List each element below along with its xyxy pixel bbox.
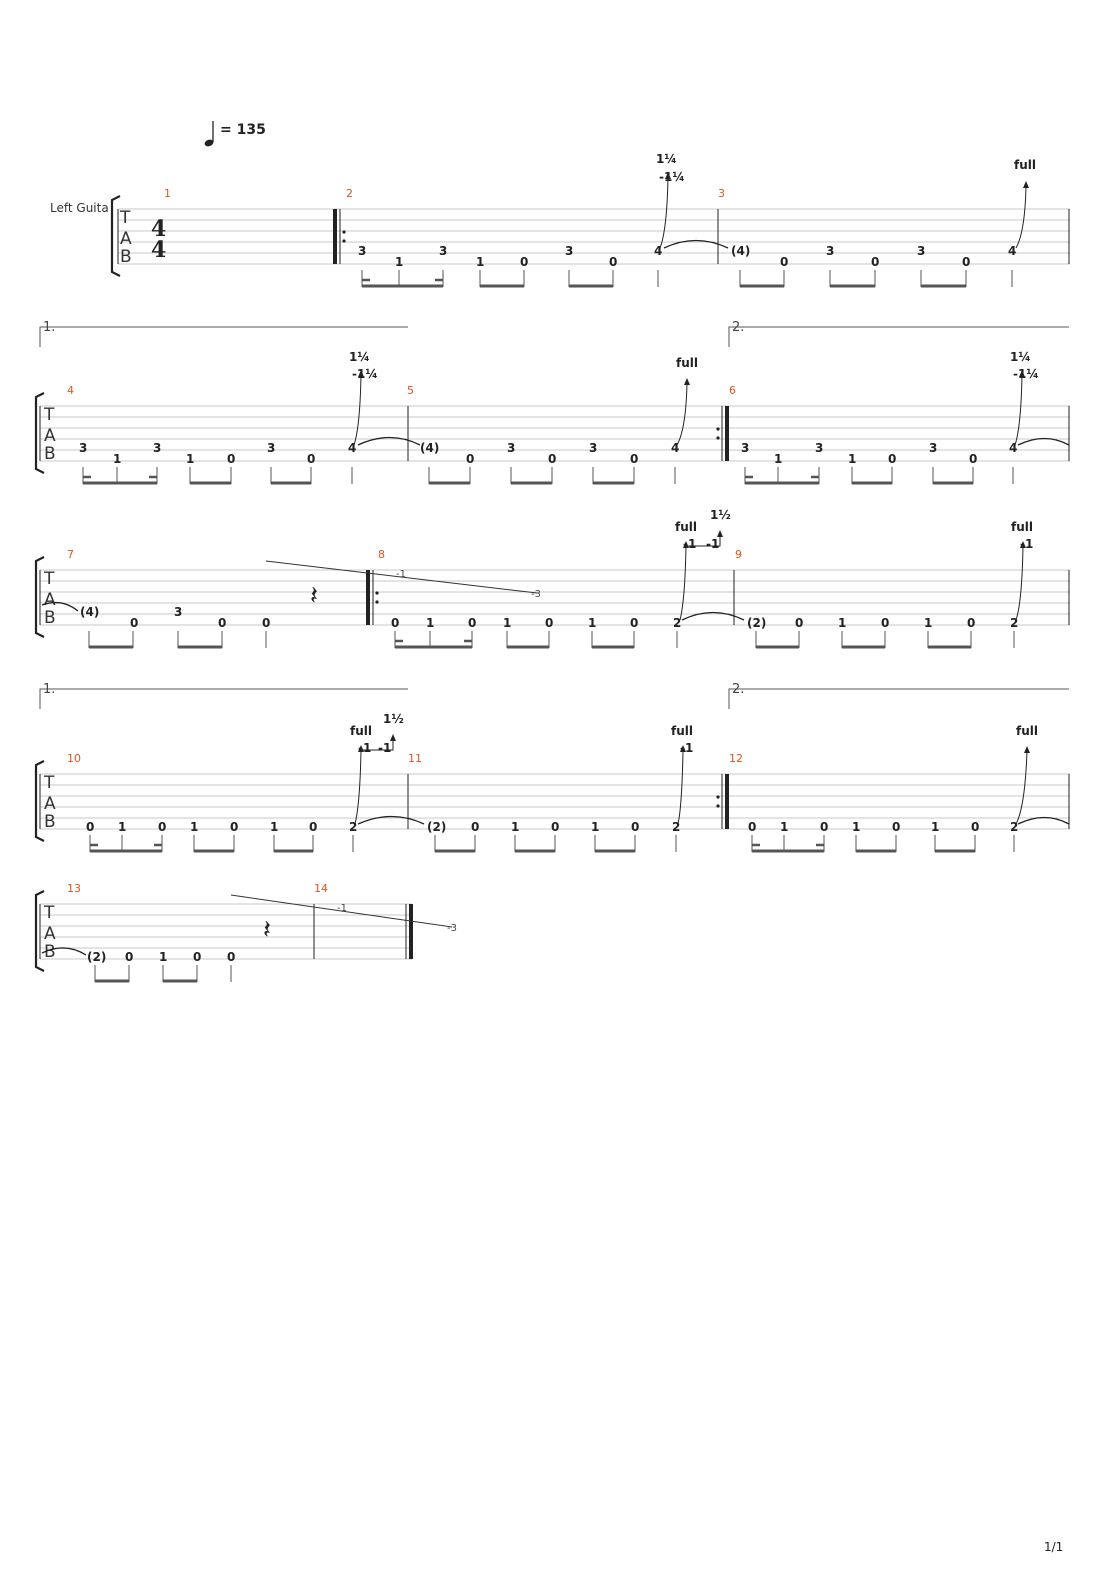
bend-curve-b3 [1016, 186, 1026, 248]
fret-number: (2) [427, 820, 447, 834]
tab-clef-1 [119, 208, 132, 267]
bend-release-label: -1 [1020, 537, 1034, 551]
fret-number: 3 [917, 244, 926, 258]
fret-number: 1 [780, 820, 789, 834]
arrow-up-icon [684, 378, 690, 385]
bend-curve-b11 [678, 750, 683, 824]
fret-number: 0 [962, 255, 971, 269]
tempo-text: = 135 [220, 122, 266, 138]
fret-number: 0 [795, 616, 804, 630]
fret-number: (2) [87, 950, 107, 964]
fret-number: 1 [511, 820, 520, 834]
fret-number: 4 [1009, 441, 1018, 455]
fret-number: 0 [780, 255, 789, 269]
bend-label: full [675, 520, 697, 534]
fret-number: 1 [476, 255, 485, 269]
fret-number: 2 [673, 616, 682, 630]
fret-number: 0 [520, 255, 529, 269]
fret-number: 0 [391, 616, 400, 630]
arrow-up-icon [1023, 181, 1029, 188]
bar-number-9: 9 [735, 548, 742, 561]
fret-number: 3 [507, 441, 516, 455]
bend-label: 1¼ [349, 350, 370, 364]
fret-number: 0 [262, 616, 271, 630]
fret-number: 0 [892, 820, 901, 834]
bar-number-8: 8 [378, 548, 385, 561]
tab-letter-t: T [44, 405, 55, 425]
bend-release-label: -1 [358, 741, 372, 755]
tab-clef-4 [43, 773, 56, 832]
fret-number: 2 [349, 820, 358, 834]
fret-number: 0 [551, 820, 560, 834]
fret-number: 3 [826, 244, 835, 258]
tab-letter-b: B [44, 608, 56, 628]
bar-number-2: 2 [346, 187, 353, 200]
fret-number: 3 [174, 605, 183, 619]
tab-letter-t: T [44, 773, 55, 793]
bar-numbers [67, 187, 743, 895]
bend-release-label: -1¼ [1013, 367, 1039, 381]
fret-number: 0 [820, 820, 829, 834]
fret-number: 1 [591, 820, 600, 834]
fret-number: (2) [747, 616, 767, 630]
time-signature-bottom: 4 [151, 237, 167, 263]
fret-number: 1 [270, 820, 279, 834]
fret-number: 3 [267, 441, 276, 455]
fret-number: 2 [1010, 616, 1019, 630]
volta-brackets [40, 327, 1069, 709]
fret-number: 0 [971, 820, 980, 834]
bend-release-label: -1 [378, 741, 392, 755]
fret-number: 0 [307, 452, 316, 466]
fret-number: 3 [589, 441, 598, 455]
slide-label: -1 [396, 569, 406, 580]
system-1-lines [118, 209, 1070, 264]
bar-number-6: 6 [729, 384, 736, 397]
bend-label: full [1011, 520, 1033, 534]
fret-number: 3 [565, 244, 574, 258]
fret-number: 0 [888, 452, 897, 466]
fret-number: 1 [503, 616, 512, 630]
slide-label: -3 [531, 589, 541, 600]
fret-number: 3 [439, 244, 448, 258]
fret-number: 0 [748, 820, 757, 834]
bar-number-14: 14 [314, 882, 328, 895]
bar-number-3: 3 [718, 187, 725, 200]
fret-number: 0 [631, 820, 640, 834]
bend-label: 1¼ [656, 152, 677, 166]
bar-number-12: 12 [729, 752, 743, 765]
bend-release-label: -1 [683, 537, 697, 551]
fret-number: 1 [186, 452, 195, 466]
fret-number: 1 [774, 452, 783, 466]
fret-number: 1 [426, 616, 435, 630]
tab-clef-3 [43, 569, 56, 628]
slide-label: -1 [337, 903, 347, 914]
bend-curve-b12 [1016, 751, 1027, 824]
bend-release-label: -1 [680, 741, 694, 755]
volta-label-1: 1. [43, 320, 56, 335]
bend-label: 1¼ [1010, 350, 1031, 364]
bend-release-label: -1 [706, 537, 720, 551]
system-3-lines [40, 570, 1070, 625]
tab-letter-t: T [44, 903, 55, 923]
fret-number: 0 [86, 820, 95, 834]
fret-number: 1 [113, 452, 122, 466]
bend-curve-b2 [660, 177, 668, 248]
fret-number: 1 [838, 616, 847, 630]
tab-letter-a: A [120, 229, 132, 249]
fret-number: 3 [815, 441, 824, 455]
fret-number: 2 [672, 820, 681, 834]
fret-number: 0 [871, 255, 880, 269]
bar-number-13: 13 [67, 882, 81, 895]
quarter-note-icon [204, 121, 215, 148]
tab-letter-a: A [44, 924, 56, 944]
quarter-rest-icon: 𝄽 [263, 915, 271, 945]
tab-letter-b: B [44, 444, 56, 464]
fret-number: 0 [193, 950, 202, 964]
bend-label: full [671, 724, 693, 738]
bar-number-5: 5 [407, 384, 414, 397]
fret-number: 0 [545, 616, 554, 630]
fret-number: 1 [848, 452, 857, 466]
fret-number: (4) [80, 605, 100, 619]
bend-arrowheads [358, 172, 1030, 753]
fret-number: 1 [159, 950, 168, 964]
tab-clef-5 [43, 903, 56, 962]
fret-number: 1 [931, 820, 940, 834]
fret-number: 3 [153, 441, 162, 455]
fret-number: 0 [471, 820, 480, 834]
volta-label-4: 2. [732, 682, 745, 697]
tempo-marking [204, 121, 266, 148]
fret-number: 4 [671, 441, 680, 455]
tab-clef-2 [43, 405, 56, 464]
bend-label: full [1016, 724, 1038, 738]
fret-number: 0 [548, 452, 557, 466]
quarter-rest-icon: 𝄽 [310, 581, 318, 611]
fret-number: 0 [130, 616, 139, 630]
rests [263, 581, 318, 945]
fret-number: 0 [468, 616, 477, 630]
fret-number: 3 [79, 441, 88, 455]
fret-number: 4 [348, 441, 357, 455]
bend-curve-b6 [1015, 375, 1022, 445]
fret-number: 3 [358, 244, 367, 258]
fret-number: 0 [969, 452, 978, 466]
volta-label-2: 2. [732, 320, 745, 335]
bend-label: full [1014, 158, 1036, 172]
fret-number: 1 [118, 820, 127, 834]
fret-number: 3 [741, 441, 750, 455]
fret-number: 0 [967, 616, 976, 630]
fret-number: 0 [881, 616, 890, 630]
bend-label: full [350, 724, 372, 738]
fret-number: 0 [466, 452, 475, 466]
bend-label: 1½ [383, 712, 404, 726]
bar-number-10: 10 [67, 752, 81, 765]
fret-numbers [79, 244, 1018, 964]
fret-number: 4 [1008, 244, 1017, 258]
time-signature [151, 216, 166, 263]
page-number: 1/1 [1044, 1540, 1064, 1554]
fret-number: 4 [654, 244, 663, 258]
fret-number: 0 [630, 616, 639, 630]
arrow-up-icon [1024, 746, 1030, 753]
fret-number: 0 [309, 820, 318, 834]
fret-number: 1 [924, 616, 933, 630]
tab-letter-b: B [44, 942, 56, 962]
fret-number: 0 [227, 950, 236, 964]
bend-label: 1½ [710, 508, 731, 522]
slide-label: -3 [447, 923, 457, 934]
bar-number-1: 1 [164, 187, 171, 200]
fret-number: 0 [609, 255, 618, 269]
tab-letter-b: B [120, 247, 132, 267]
bar-number-4: 4 [67, 384, 74, 397]
fret-number: 0 [230, 820, 239, 834]
bar-number-7: 7 [67, 548, 74, 561]
fret-number: (4) [731, 244, 751, 258]
fret-number: 0 [218, 616, 227, 630]
bend-release-label: -1¼ [352, 367, 378, 381]
fret-number: 1 [190, 820, 199, 834]
fret-number: 0 [227, 452, 236, 466]
arrow-up-icon [717, 530, 723, 537]
bend-curve-b5 [677, 383, 687, 445]
fret-number: 3 [929, 441, 938, 455]
fret-number: 0 [125, 950, 134, 964]
bend-curve-b9 [1016, 546, 1023, 620]
bend-release-label: -1¼ [659, 170, 685, 184]
fret-number: 1 [395, 255, 404, 269]
arrow-up-icon [390, 734, 396, 741]
fret-number: (4) [420, 441, 440, 455]
volta-label-3: 1. [43, 682, 56, 697]
tab-letter-t: T [44, 569, 55, 589]
bend-curve-b4 [354, 375, 361, 445]
tab-letter-a: A [44, 794, 56, 814]
fret-number: 2 [1010, 820, 1019, 834]
tab-letter-a: A [44, 426, 56, 446]
fret-number: 0 [630, 452, 639, 466]
track-name: Left Guita [50, 201, 109, 215]
fret-number: 0 [158, 820, 167, 834]
tab-letter-t: T [120, 208, 131, 228]
fret-number: 1 [852, 820, 861, 834]
bend-label: full [676, 356, 698, 370]
tab-letter-a: A [44, 590, 56, 610]
tab-letter-b: B [44, 812, 56, 832]
bar-number-11: 11 [408, 752, 422, 765]
fret-number: 1 [588, 616, 597, 630]
time-signature-top: 4 [151, 216, 167, 242]
